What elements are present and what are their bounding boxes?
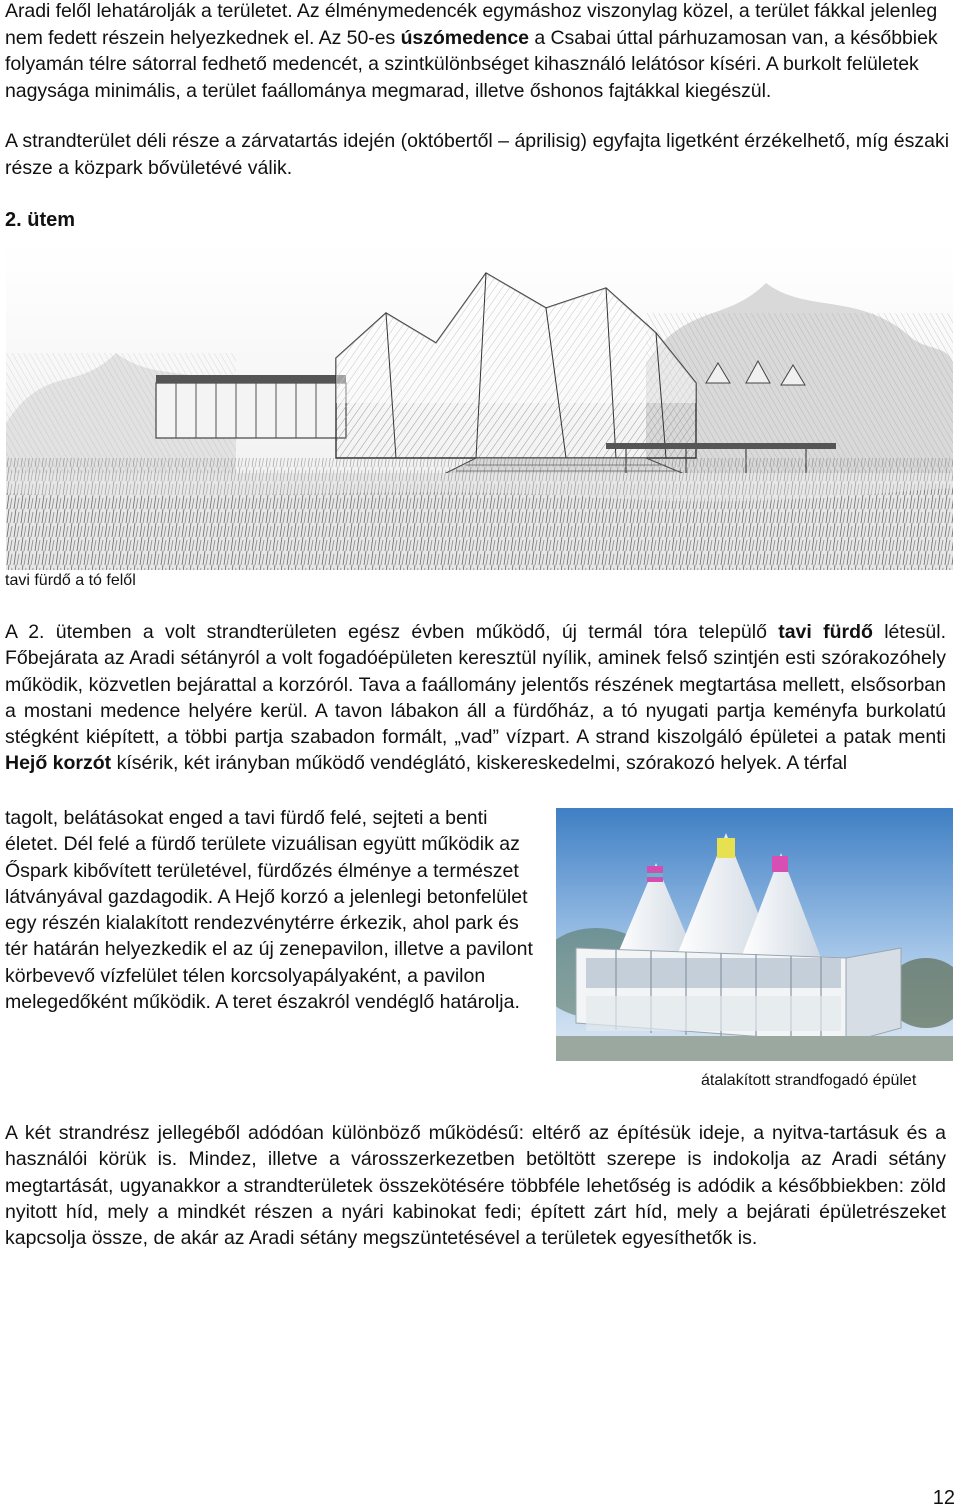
body-text-a: A 2. ütemben a volt strandterületen egész évben működő, új termál tóra települő — [5, 621, 779, 643]
intro-text-b: a Csabai úttal párhuzamosan van, a későbbiek folyamán télre sátorral fedhető medencét, a szintkülönbséget kihasználó lelátósor kíséri. A burkolt felületek nagysága minimális, a terület faállománya megmarad, illetve őshonos fajtákkal kiegészül. — [5, 26, 938, 102]
body-bold-hejo-korzot: Hejő korzót — [5, 752, 112, 775]
body-text-b: létesül. Főbejárata az Aradi sétányról a volt fogadóépületen keresztül nyílik, aminek felső szintjén esti szórakozóhely működik, közvetlen bejárattal a korzóról. Tava a faállomány jelentős részének megtartása mellett, elsősorban a mostani medence helyére kerül. A tavon lábakon áll a fürdőház, a tó nyugati partja keményfa burkolatú stégként kiépített, a többi partja szabadon formált, „vad” vízpart. A strand kiszolgáló épületei a patak menti — [5, 621, 946, 749]
body-paragraph-3 — [5, 619, 946, 777]
intro-bold-uszomedence: úszómedence — [400, 26, 529, 49]
lake-bath-sketch-image — [6, 243, 953, 570]
body-text-p4: tagolt, belátásokat enged a tavi fürdő felé, sejteti a benti életet. Dél felé a fürdő területe vizuálisan együtt működik az Őspark kibővített területével, fürdőzés élménye a természet látványával gazdagodik. A Hejő korzó a jelenlegi betonfelület egy részén kialakított rendezvénytérre érkezik, ahol park és tér határán helyezkedik el az új zenepavilon, illetve a pavilont körbevevő vízfelület télen korcsolyapályaként, a pavilon melegedőként működik. A teret északról vendéglő határolja. — [5, 807, 533, 1014]
body-text-c: kísérik, két irányban működő vendéglátó, kiskereskedelmi, szórakozó helyek. A térfal — [111, 752, 848, 775]
reception-building-render-image — [556, 808, 953, 1061]
intro-text-a: Aradi felől lehatárolják a területet. Az élménymedencék egymáshoz viszonylag közel, a terület fákkal jelenleg nem fedett részein helyezkednek el. Az 50-es — [5, 0, 938, 49]
page-number: 12 — [932, 1487, 955, 1509]
body-text-p5: A két strandrész jellegéből adódóan különböző működésű: eltérő az építésük ideje, a nyitva-tartásuk és a használói körük is. Mindez, illetve a városszerkezetben betöltött szerepe is indokolja az Aradi sétány megtartását, ugyanakkor a strandterületek összekötésére többféle lehetőség is adódik a későbbiekben: zöld nyitott híd, mely a mindkét részen a nyári kabinokat fedi; épített zárt híd, mely a bejárati épületrészeket kapcsolja össze, de akár az Aradi sétány megszüntetésével a területek egyesíthetők is. — [5, 1122, 946, 1250]
intro-paragraph-2 — [5, 128, 955, 181]
intro-text-p2: A strandterület déli része a zárvatartás idején (októbertől – áprilisig) egyfajta ligetként érzékelhető, míg északi része a közpark bővületévé válik. — [5, 130, 950, 179]
body-paragraph-4 — [5, 805, 538, 1015]
figure1-caption: tavi fürdő a tó felől — [5, 572, 136, 589]
body-bold-tavi-furdo: tavi fürdő — [778, 621, 873, 643]
section-heading: 2. ütem — [5, 209, 76, 231]
figure2-caption: átalakított strandfogadó épület — [701, 1072, 917, 1089]
intro-paragraph-1 — [5, 0, 955, 104]
body-paragraph-5 — [5, 1120, 946, 1251]
